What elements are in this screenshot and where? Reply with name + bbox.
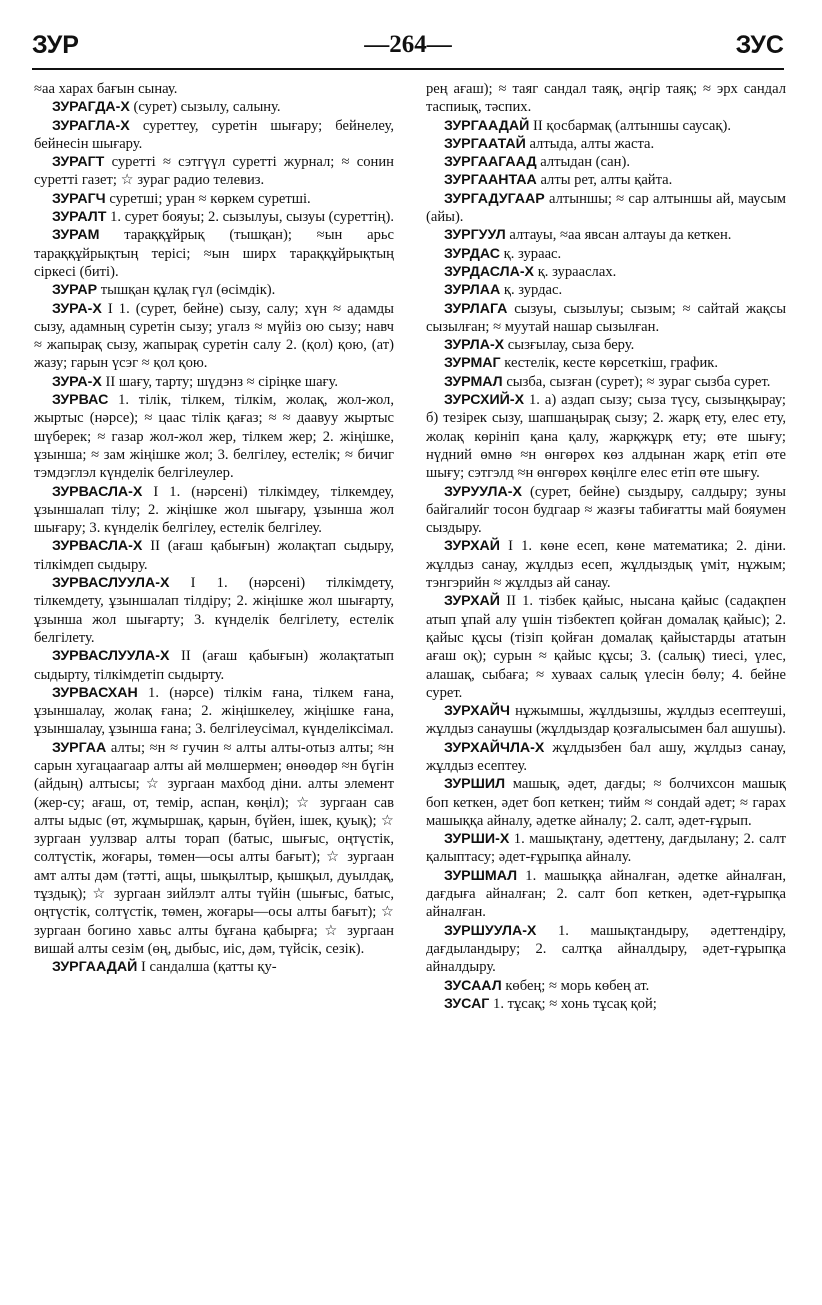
entry-headword: ЗУРАР xyxy=(52,282,98,299)
entry-headword: ЗУРГААНТАА xyxy=(444,172,537,189)
entry-headword: ЗУРГАА xyxy=(52,739,107,756)
dictionary-entry xyxy=(34,958,394,976)
entry-headword: ЗУСААЛ xyxy=(444,977,502,994)
entry-definition: сызба, сызған (сурет); ≈ зураг сызба сурет. xyxy=(506,373,771,390)
entry-definition: II қосбармақ (алтыншы саусақ). xyxy=(533,117,731,134)
entry-definition: 1. (нәрсе) тілкім ғана, тілкем ғана, ұзыншалау, жолақ ғана; 2. жіңішкелеу, жіңішке ғана, ұзыншалау, ұзынша ғана; 3. белгілеусімал, күнделіксімал. xyxy=(34,684,394,738)
entry-definition: I 1. көне есеп, көне математика; 2. діни. жұлдыз санау, жұлдыз есеп, жұлдыздық үміт, нұжым; тэнгэрийн ≈ жұлдыз ай санау. xyxy=(426,538,786,592)
entry-headword: ЗУРХАЙ xyxy=(444,593,501,610)
dictionary-entry xyxy=(34,117,394,154)
entry-headword: ЗУРШМАЛ xyxy=(444,867,518,884)
dictionary-entry xyxy=(426,739,786,776)
entry-headword: ЗУРАГДА-Х xyxy=(52,99,130,116)
dictionary-entry xyxy=(426,117,786,135)
dictionary-entry xyxy=(34,226,394,281)
dictionary-entry xyxy=(34,373,394,391)
entry-headword: ЗУРШИ-Х xyxy=(444,831,510,848)
dictionary-entry xyxy=(426,775,786,830)
dictionary-entry xyxy=(426,190,786,227)
dictionary-entry xyxy=(426,702,786,739)
entry-definition: қ. зурдас. xyxy=(503,282,563,299)
entry-definition: 1. сурет бояуы; 2. сызылуы, сызуы (суреттің). xyxy=(110,209,394,226)
entry-headword: ЗУРМАГ xyxy=(444,355,501,372)
dictionary-entry xyxy=(34,190,394,208)
entry-headword: ЗУРЛА-Х xyxy=(444,337,505,354)
entry-headword: ЗУРХАЙЧЛА-Х xyxy=(444,739,545,756)
entry-definition: алтауы, ≈аа явсан алтауы да кеткен. xyxy=(509,227,732,244)
dictionary-entry xyxy=(426,391,786,482)
entry-definition: суретші; уран ≈ көркем суретші. xyxy=(109,190,311,207)
dictionary-entry xyxy=(426,922,786,977)
entry-definition: тараққұйрық (тышқан); ≈ын арьс тараққұйрықтың терісі; ≈ын ширх тараққұйрықтың сіркесі (биті). xyxy=(34,227,394,280)
dictionary-entry xyxy=(426,867,786,922)
entry-headword: ЗУРГААГААД xyxy=(444,154,537,171)
entry-definition: 1. машыққа айналған, әдетке айналған, дағдыға айналған; 2. салт боп кеткен, әдет-ғұрыпқа айналған. xyxy=(426,867,786,921)
dictionary-entry xyxy=(426,977,786,995)
entry-headword: ЗУРАГЧ xyxy=(52,190,106,207)
dictionary-entry xyxy=(426,263,786,281)
entry-headword: ЗУРВАСХАН xyxy=(52,684,138,701)
dictionary-entry xyxy=(34,208,394,226)
entry-definition: (сурет, бейне) сыздыру, салдыру; зуны байгалийг тосон будгаар ≈ жазғы табиғатты май бояумен сыздыру. xyxy=(426,483,786,537)
entry-definition: II (ағаш қабығын) жолақтатып сыдырту, тілкімдетіп сыдырту. xyxy=(34,648,394,683)
entry-definition: алтыдан (сан). xyxy=(540,154,630,171)
dictionary-entry xyxy=(34,98,394,116)
dictionary-entry xyxy=(34,574,394,647)
entry-definition: 1. а) аздап сызу; сыза түсу, сызыңқырау; б) тезірек сызу, шапшаңырақ сызу; 2. жарқ ету, елес ету, жолақ көрініп қана қалу, жарқжұрқ ету; өте шығу; нүдний өмнө ≈н өнгөрөх көз алдынан жарқ етіп өте шығу; сэтгэлд ≈н өнгөрөх көңілге елес етіп өте шығу. xyxy=(426,392,786,482)
dictionary-entry xyxy=(34,647,394,684)
entry-definition: тышқан құлақ гүл (өсімдік). xyxy=(100,282,276,299)
entry-headword: ЗУРАГЛА-Х xyxy=(52,117,130,134)
entry-definition: көбең; ≈ морь көбең ат. xyxy=(505,977,650,994)
entry-headword: ЗУРГУУЛ xyxy=(444,227,506,244)
entry-headword: ЗУРЛАА xyxy=(444,282,501,299)
entry-headword: ЗУСАГ xyxy=(444,995,490,1012)
entry-headword: ЗУРА-Х xyxy=(52,373,102,390)
entry-headword: ЗУРГААДАЙ xyxy=(52,959,138,976)
entry-definition: 1. тұсақ; ≈ хонь тұсақ қой; xyxy=(493,995,657,1012)
dictionary-entry xyxy=(34,739,394,959)
left-column xyxy=(34,80,394,1295)
entry-definition: (сурет) сызылу, салыну. xyxy=(133,99,281,116)
entry-definition: алты; ≈н ≈ гучин ≈ алты алты-отыз алты; ≈н сарын хугацаагаар алты ай мөлшермен; өнөөдөр ≈н бүгін (айдың) алтысы; ☆ зургаан махбод діни. алты элемент (жер-су; ағаш, от, темір, аспан, көңіл); ☆ зургаан сав алты ыдыс (өт, жұмыршақ, қарын, бүйен, ішек, қуық); ☆ зургаан уулзвар алты торап (батыс, шығыс, оңтүстік, солтүстік, жоғары, төмен—осы алты бағыт); ☆ зургаан амт алты дәм (тәтті, ащы, шықылтыр, қышқыл, дуылдақ, тұздық); ☆ зургаан зийлэлт алты түйін (шығыс, батыс, оңтүстік, солтүстік, төмен, жоғары—осы алты бағыт); ☆ зургаан богино хавьс алты бұғана қабырға; ☆ зургаан вишай алты сезім (өң, дыбыс, иіс, дәм, түйсік, сезік). xyxy=(34,739,394,957)
entry-headword: ЗУРВАСЛА-Х xyxy=(52,483,143,500)
entry-definition: ≈аа харах бағын сынау. xyxy=(34,81,178,97)
entry-definition: II (ағаш қабығын) жолақтап сыдыру, тілкімдеп сыдыру. xyxy=(34,538,394,573)
entry-definition: қ. зурааслах. xyxy=(537,263,617,280)
entry-headword: ЗУРСХИЙ-Х xyxy=(444,392,525,409)
dictionary-entry xyxy=(426,245,786,263)
dictionary-entry xyxy=(34,281,394,299)
entry-headword: ЗУРАГТ xyxy=(52,154,105,171)
dictionary-entry xyxy=(34,80,394,98)
entry-definition: 1. тілік, тілкем, тілкім, жолақ, жол-жол, жыртыс (нәрсе); ≈ цаас тілік қағаз; ≈ ≈ даавуу жыртыс шүберек; ≈ газар жол-жол жер, тілкем жер; 2. жіңішке, ұзынша; ≈ зам жіңішке жол; 3. белгілеу, естелік; ≈ бичиг тэмдэглэл күнделік белгілеулер. xyxy=(34,392,394,482)
dictionary-entry xyxy=(426,537,786,592)
entry-definition: I 1. (нәрсені) тілкімдету, тілкемдету, ұзыншалап тілдіру; 2. жіңішке жол шығарту, ұзынша жол шығарту; 3. күнделік белгілету, естелік белгілету. xyxy=(34,575,394,646)
entry-definition: суреттеу, суретін шығару; бейнелеу, бейнесін шығару. xyxy=(34,117,394,152)
entry-definition: сызуы, сызылуы; сызым; ≈ сайтай жақсы сызылған; ≈ муутай нашар сызылған. xyxy=(426,300,786,335)
dictionary-entry xyxy=(426,171,786,189)
entry-definition: суретті ≈ сэтгүүл суретті журнал; ≈ сонин суретті газет; ☆ зураг радио телевиз. xyxy=(34,154,394,189)
entry-headword: ЗУРВАСЛУУЛА-Х xyxy=(52,648,170,665)
entry-definition: алтыншы; ≈ сар алтыншы ай, маусым (айы). xyxy=(426,190,786,226)
entry-definition: қ. зураас. xyxy=(503,245,562,262)
entry-headword: ЗУРВАСЛУУЛА-Х xyxy=(52,575,170,592)
entry-definition: II 1. тізбек қайыс, нысана қайыс (садақпен атып ұпай алу үшін тізбектеп қойған домалақ қайыс); 2. қайыс құсы (тізіп қойған домалақ қайыстарды ататын ағаш оқ); сурын ≈ қайыс құсы; 3. (салық) тиесі, үлес, алашақ, сыбаға; ≈ хуваах салық үлесін бөлу; 4. бейне сурет. xyxy=(426,593,786,701)
dictionary-entry xyxy=(34,391,394,482)
dictionary-entry xyxy=(426,830,786,867)
entry-headword: ЗУРШИЛ xyxy=(444,776,506,793)
entry-definition: алты рет, алты қайта. xyxy=(540,172,673,189)
entry-headword: ЗУРШУУЛА-Х xyxy=(444,922,537,939)
page-number: —264— xyxy=(364,31,452,58)
entry-definition: 1. машықтану, әдеттену, дағдылану; 2. салт қалыптасу; әдет-ғұрыпқа айналу. xyxy=(426,831,786,866)
dictionary-entry xyxy=(34,684,394,739)
entry-definition: жұлдызбен бал ашу, жұлдыз санау, жұлдыз есептеу. xyxy=(426,739,786,774)
entry-headword: ЗУРГАДУГААР xyxy=(444,190,545,207)
entry-headword: ЗУРУУЛА-Х xyxy=(444,483,522,500)
dictionary-entry xyxy=(426,995,786,1013)
entry-definition: рең ағаш); ≈ таяг сандал таяқ, әңгір таяқ; ≈ эрх сандал таспиық, тәспих. xyxy=(426,81,786,116)
entry-definition: 1. машықтандыру, әдеттендіру, дағдыландыру; 2. салтқа айналдыру, әдет-ғұрыпқа айналдыру. xyxy=(426,922,786,976)
entry-definition: нұжымшы, жұлдызшы, жұлдыз есептеуші, жұлдыз санаушы (жұлдыздар қозғалысымен бал ашушы). xyxy=(426,703,786,738)
dictionary-entry xyxy=(426,300,786,337)
entry-headword: ЗУРАЛТ xyxy=(52,209,107,226)
header-rule xyxy=(32,68,784,70)
entry-definition: II шағу, тарту; шүдэнз ≈ сіріңке шағу. xyxy=(105,373,339,390)
entry-definition: I сандалша (қатты қу- xyxy=(141,959,277,976)
dictionary-entry xyxy=(426,336,786,354)
entry-definition: машық, әдет, дағды; ≈ болчихсон машық боп кеткен, әдет боп кеткен; тийм ≈ сондай әдет; ≈ гарах машыққа айналу, әдетке айналу; 2. салт, әдет-ғұрып. xyxy=(426,776,786,829)
page-header xyxy=(32,30,784,64)
entry-definition: I 1. (нәрсені) тілкімдеу, тілкемдеу, ұзыншалап тілу; 2. жіңішке жол шығару, ұзынша жол шығару; 3. күнделік белгілеу, естелік белгілеу. xyxy=(34,483,394,537)
running-head-right: ЗУС xyxy=(735,31,784,59)
entry-definition: I 1. (сурет, бейне) сызу, салу; хүн ≈ адамды сызу, адамның суретін сызу; угалз ≈ мүйіз ою сызу; навч ≈ жапырақ сызу, жапырақ суретін салу 2. (қол) қою, (ат) жазу; гарын үсэг ≈ қол қою. xyxy=(34,300,394,372)
entry-headword: ЗУРВАСЛА-Х xyxy=(52,538,143,555)
dictionary-entry xyxy=(426,354,786,372)
running-head-left: ЗУР xyxy=(32,31,79,59)
right-column xyxy=(426,80,786,1295)
entry-headword: ЗУРВАС xyxy=(52,392,109,409)
entry-headword: ЗУРАМ xyxy=(52,227,100,244)
dictionary-entry xyxy=(34,483,394,538)
entry-headword: ЗУРХАЙ xyxy=(444,538,501,555)
entry-headword: ЗУРГААДАЙ xyxy=(444,117,530,134)
dictionary-entry xyxy=(34,153,394,190)
dictionary-entry xyxy=(426,153,786,171)
entry-definition: алтыда, алты жаста. xyxy=(529,135,655,152)
entry-definition: кестелік, кесте көрсеткіш, график. xyxy=(504,355,719,372)
dictionary-entry xyxy=(426,592,786,702)
dictionary-entry xyxy=(426,373,786,391)
entry-headword: ЗУРЛАГА xyxy=(444,300,508,317)
dictionary-entry xyxy=(426,281,786,299)
dictionary-entry xyxy=(34,537,394,574)
entry-headword: ЗУРХАЙЧ xyxy=(444,703,510,720)
entry-headword: ЗУРДАС xyxy=(444,245,500,262)
entry-headword: ЗУРМАЛ xyxy=(444,373,503,390)
dictionary-entry xyxy=(34,300,394,373)
dictionary-entry xyxy=(426,483,786,538)
entry-headword: ЗУРДАСЛА-Х xyxy=(444,263,535,280)
dictionary-entry xyxy=(426,226,786,244)
entry-headword: ЗУРА-Х xyxy=(52,300,102,317)
dictionary-entry xyxy=(426,80,786,117)
dictionary-entry xyxy=(426,135,786,153)
entry-headword: ЗУРГААТАЙ xyxy=(444,135,526,152)
entry-definition: сызғылау, сыза беру. xyxy=(507,337,635,354)
